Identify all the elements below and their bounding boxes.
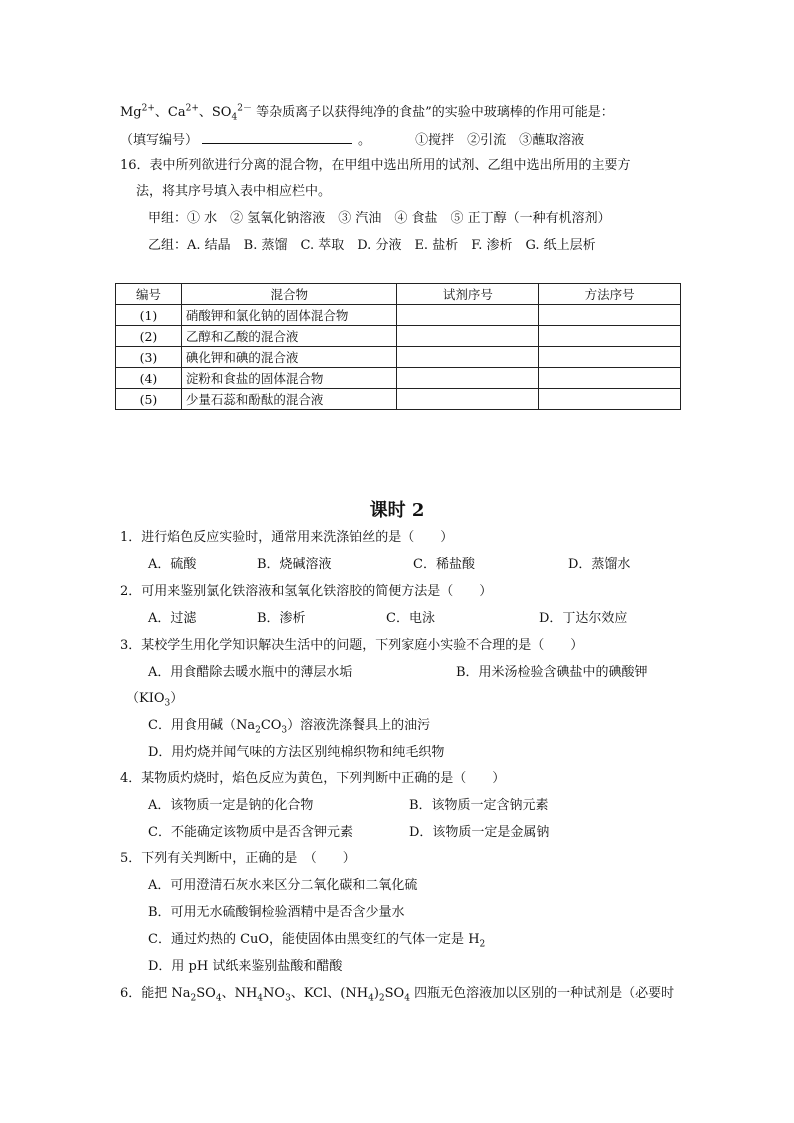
table-header-row <box>116 284 681 305</box>
row-mixture: 淀粉和食盐的固体混合物 <box>181 368 397 389</box>
table-row <box>116 389 681 410</box>
q2-option-d[interactable]: D．丁达尔效应 <box>539 611 628 626</box>
q1-option-d[interactable]: D．蒸馏水 <box>568 557 631 572</box>
method-cell[interactable] <box>539 305 681 326</box>
table-row <box>116 305 681 326</box>
method-cell[interactable] <box>539 347 681 368</box>
header-method: 方法序号 <box>539 284 681 305</box>
q2-option-b[interactable]: B．渗析 <box>257 611 306 626</box>
section-title: 课时 2 <box>369 500 425 521</box>
q1-option-b[interactable]: B．烧碱溶液 <box>257 557 332 572</box>
reagent-cell[interactable] <box>397 389 539 410</box>
answer-blank[interactable] <box>202 130 352 144</box>
method-cell[interactable] <box>539 368 681 389</box>
row-mixture: 少量石蕊和酚酞的混合液 <box>181 389 397 410</box>
reagent-cell[interactable] <box>397 326 539 347</box>
q6-stem: 6．能把 $Na_2SO_4$、$NH_4NO_3$、KCl、$(NH_4)_2SO_4$ 四瓶无色溶液加以区别的一种试剂是（必要时 <box>120 986 675 1004</box>
q3-option-d[interactable]: D．用灼烧并闻气味的方法区别纯棉织物和纯毛织物 <box>148 745 445 760</box>
q4-stem: 4．某物质灼烧时，焰色反应为黄色，下列判断中正确的是（ ） <box>120 771 506 786</box>
q1-stem: 1．进行焰色反应实验时，通常用来洗涤铂丝的是（ ） <box>120 530 454 545</box>
row-number: (5) <box>116 389 182 410</box>
q1-option-c[interactable]: C．稀盐酸 <box>413 557 475 572</box>
q16-group-b: 乙组：A. 结晶 B. 蒸馏 C. 萃取 D. 分液 E. 盐析 F. 渗析 G. 纸上层析 <box>148 238 596 253</box>
table-row <box>116 368 681 389</box>
ion-impurity-line: $Mg^{2+}$、$Ca^{2+}$、$SO_4^{2-}$ 等杂质离子以获得纯净的食盐”的实验中玻璃棒的作用可能是： <box>120 103 614 123</box>
q3-option-b-cont: $(KIO_3)$ <box>126 691 184 709</box>
q16-line1: 16．表中所列欲进行分离的混合物，在甲组中选出所用的试剂、乙组中选出所用的主要方 <box>120 158 631 173</box>
separation-table <box>115 283 681 410</box>
row-number: (4) <box>116 368 182 389</box>
q4-option-a[interactable]: A．该物质一定是钠的化合物 <box>148 798 314 813</box>
reagent-cell[interactable] <box>397 368 539 389</box>
q5-option-b[interactable]: B．可用无水硫酸铜检验酒精中是否含少量水 <box>148 905 405 920</box>
table-row <box>116 326 681 347</box>
q3-option-b[interactable]: B．用米汤检验含碘盐中的碘酸钾 <box>456 665 648 680</box>
header-number: 编号 <box>116 284 182 305</box>
q16-group-a: 甲组：① 水 ② 氢氧化钠溶液 ③ 汽油 ④ 食盐 ⑤ 正丁醇（一种有机溶剂） <box>148 211 611 226</box>
method-cell[interactable] <box>539 326 681 347</box>
q4-option-b[interactable]: B．该物质一定含钠元素 <box>409 798 549 813</box>
method-cell[interactable] <box>539 389 681 410</box>
reagent-cell[interactable] <box>397 347 539 368</box>
stir-options: ①搅拌 ②引流 ③蘸取溶液 <box>415 133 585 148</box>
reagent-cell[interactable] <box>397 305 539 326</box>
q1-option-a[interactable]: A．硫酸 <box>148 557 197 572</box>
q5-option-c[interactable]: C．通过灼热的 CuO，能使固体由黑变红的气体一定是 $H_2$ <box>148 932 486 950</box>
q4-option-c[interactable]: C．不能确定该物质中是否含钾元素 <box>148 825 353 840</box>
header-reagent: 试剂序号 <box>397 284 539 305</box>
row-number: (1) <box>116 305 182 326</box>
q3-stem: 3．某校学生用化学知识解决生活中的问题，下列家庭小实验不合理的是（ ） <box>120 638 584 653</box>
q5-stem: 5．下列有关判断中，正确的是 （ ） <box>120 851 356 866</box>
q5-option-a[interactable]: A．可用澄清石灰水来区分二氧化碳和二氧化硫 <box>148 878 418 893</box>
q2-stem: 2．可用来鉴别氯化铁溶液和氢氧化铁溶胶的简便方法是（ ） <box>120 584 493 599</box>
q16-line2: 法，将其序号填入表中相应栏中。 <box>136 184 332 199</box>
q4-option-d[interactable]: D．该物质一定是金属钠 <box>409 825 550 840</box>
fill-blank-line: （填写编号） 。 ①搅拌 ②引流 ③蘸取溶液 <box>120 130 584 150</box>
header-mixture: 混合物 <box>181 284 397 305</box>
row-mixture: 硝酸钾和氯化钠的固体混合物 <box>181 305 397 326</box>
q2-option-c[interactable]: C．电泳 <box>386 611 435 626</box>
q2-option-a[interactable]: A．过滤 <box>148 611 197 626</box>
row-mixture: 乙醇和乙酸的混合液 <box>181 326 397 347</box>
q3-option-a[interactable]: A．用食醋除去暖水瓶中的薄层水垢 <box>148 665 353 680</box>
q5-option-d[interactable]: D．用 pH 试纸来鉴别盐酸和醋酸 <box>148 959 343 974</box>
table-row <box>116 347 681 368</box>
row-number: (3) <box>116 347 182 368</box>
row-number: (2) <box>116 326 182 347</box>
q3-option-c[interactable]: C．用食用碱$(Na_2CO_3)$溶液洗涤餐具上的油污 <box>148 718 431 736</box>
row-mixture: 碘化钾和碘的混合液 <box>181 347 397 368</box>
